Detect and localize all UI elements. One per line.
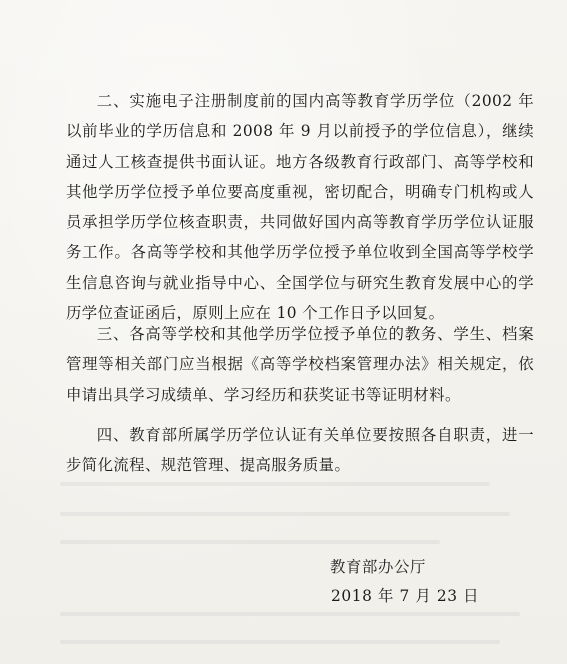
bleed-through-mark <box>60 512 510 516</box>
issuer-signature: 教育部办公厅 <box>330 558 426 576</box>
issue-date: 2018 年 7 月 23 日 <box>331 587 480 605</box>
paragraph-item-four: 四、教育部所属学历学位认证有关单位要按照各自职责，进一步简化流程、规范管理、提高服务质量。 <box>66 426 534 475</box>
bleed-through-mark <box>60 482 490 486</box>
bleed-through-mark <box>60 640 500 644</box>
paragraph-item-two: 二、实施电子注册制度前的国内高等教育学历学位（2002 年以前毕业的学历信息和 2008 年 9 月以前授予的学位信息），继续通过人工核查提供书面认证。地方各级教育行政部门、高等学校和其他学历学位授予单位要高度重视，密切配合，明确专门机构或人员承担学历学位核查职责，共同做好国内高等教育学历学位认证服务工作。各高等学校和其他学历学位授予单位收到全国高等学校学生信息咨询与就业指导中心、全国学位与研究生教育发展中心的学历学位查证函后，原则上应在 10 个工作日予以回复。 <box>66 92 534 323</box>
paragraph-item-three: 三、各高等学校和其他学历学位授予单位的教务、学生、档案管理等相关部门应当根据《高等学校档案管理办法》相关规定，依申请出具学习成绩单、学习经历和获奖证书等证明材料。 <box>66 325 534 404</box>
bleed-through-mark <box>60 540 440 544</box>
bleed-through-mark <box>60 612 520 616</box>
